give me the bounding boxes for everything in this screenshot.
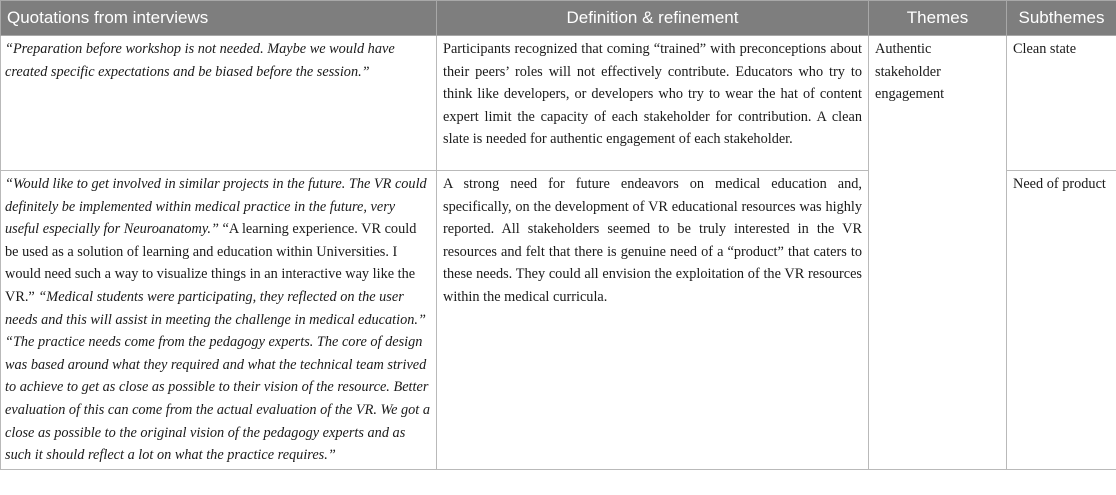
table-body <box>1 36 1116 470</box>
subtheme-cell: Need of product <box>1007 171 1116 470</box>
quotation-part: “Would like to get involved in similar projects in the future. The VR could definitely be implemented within medical practice in the future, very useful especially for Neuroanatomy.” <box>5 176 427 238</box>
table-header <box>1 1 1116 36</box>
subtheme-cell: Clean state <box>1007 36 1116 171</box>
quotation-cell: “Preparation before workshop is not needed. Maybe we would have created specific expectations and be biased before the session.” <box>1 36 437 171</box>
header-row <box>1 1 1116 36</box>
header-quotations: Quotations from interviews <box>1 1 437 36</box>
quotation-part: “The practice needs come from the pedagogy experts. The core of design was based around what they required and what the technical team strived to achieve to get as close as possible to their vision of the resource. Better evaluation of this can come from the actual evaluation of the VR. We got a close as possible to the original vision of the pedagogy experts and as such it should reflect a lot on what the practice requires.” <box>5 334 430 464</box>
quotation-cell <box>1 171 437 470</box>
definition-cell: Participants recognized that coming “trained” with preconceptions about their peers’ roles will not effectively contribute. Educators who try to think like developers, or developers who try to wear the hat of content expert limit the capacity of each stakeholder for contribution. A clean slate is needed for authentic engagement of each stakeholder. <box>437 36 869 171</box>
header-subthemes: Subthemes <box>1007 1 1116 36</box>
quotation-part: “Medical students were participating, they reflected on the user needs and this will assist in meeting the challenge in medical education.” <box>5 288 426 328</box>
table-row <box>1 36 1116 171</box>
quotation-part: “A learning experience. VR could be used as a solution of learning and education within Universities. I would need such a way to visualize things in an interactive way like the VR.” <box>5 221 417 305</box>
theme-cell: Authentic stakeholder engagement <box>869 36 1007 470</box>
definition-cell: A strong need for future endeavors on medical education and, specifically, on the development of VR educational resources was highly reported. All stakeholders seemed to be truly interested in the VR resources and felt that there is genuine need of a “product” that caters to these needs. They could all envision the exploitation of the VR resources within the medical curricula. <box>437 171 869 470</box>
header-definition: Definition & refinement <box>437 1 869 36</box>
header-themes: Themes <box>869 1 1007 36</box>
